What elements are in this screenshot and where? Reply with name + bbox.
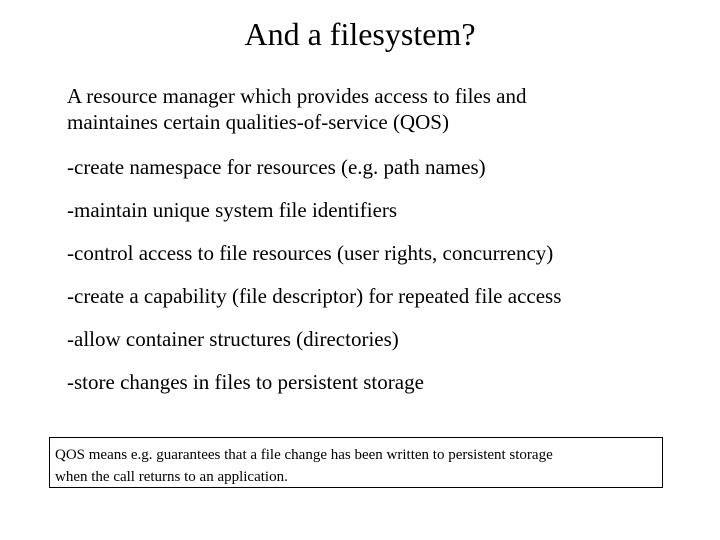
bullet-item-identifiers: -maintain unique system file identifiers bbox=[67, 198, 398, 222]
note-line-2: when the call returns to an application. bbox=[55, 469, 288, 485]
note-line-1: QOS means e.g. guarantees that a file change has been written to persistent storage bbox=[55, 447, 553, 463]
bullet-item-persistence: -store changes in files to persistent storage bbox=[67, 370, 424, 394]
bullet-item-capability: -create a capability (file descriptor) for repeated file access bbox=[67, 284, 562, 308]
intro-paragraph bbox=[67, 83, 687, 135]
intro-line-1: A resource manager which provides access to files and bbox=[67, 84, 527, 108]
slide-title: And a filesystem? bbox=[244, 16, 476, 52]
bullet-item-containers: -allow container structures (directories) bbox=[67, 327, 399, 351]
qos-note-box bbox=[49, 437, 663, 488]
bullet-item-access-control: -control access to file resources (user rights, concurrency) bbox=[67, 241, 554, 265]
intro-line-2: maintaines certain qualities-of-service (QOS) bbox=[67, 110, 449, 134]
bullet-list bbox=[67, 154, 561, 412]
bullet-item-namespace: -create namespace for resources (e.g. path names) bbox=[67, 155, 486, 179]
